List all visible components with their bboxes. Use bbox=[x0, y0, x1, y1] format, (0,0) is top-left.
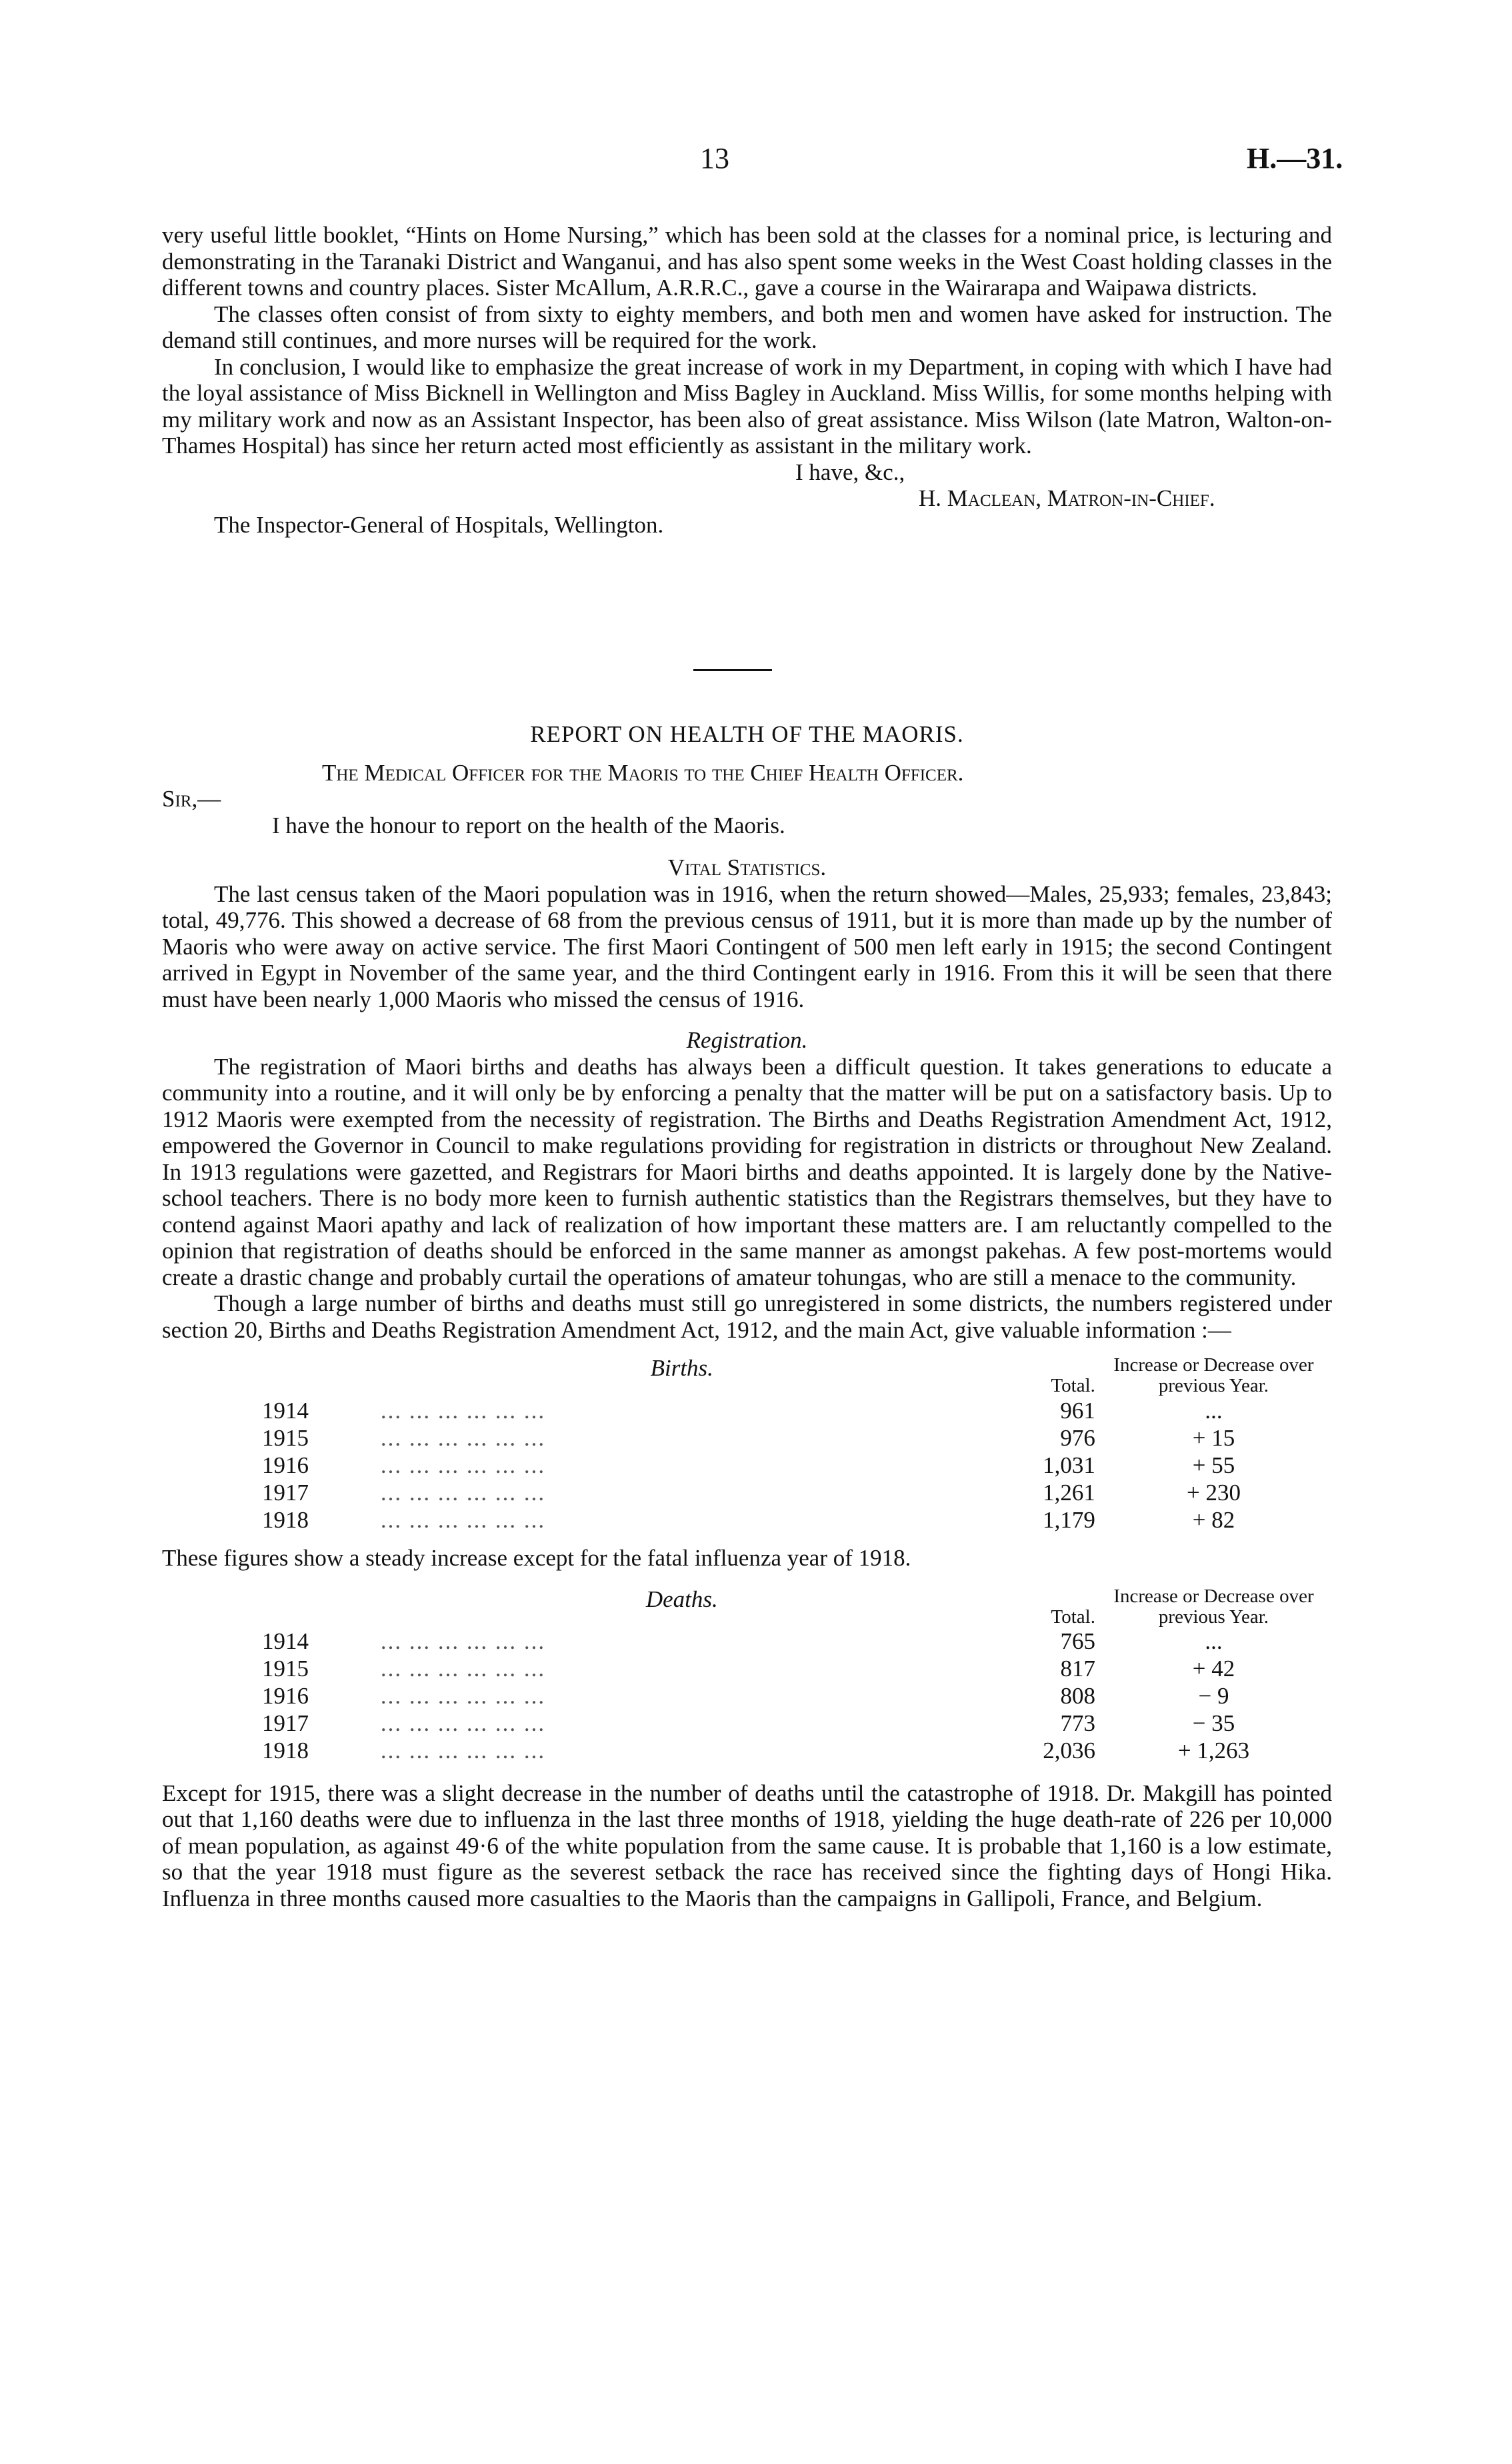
change: + 1,263 bbox=[1177, 1738, 1250, 1764]
report-title: REPORT ON HEALTH OF THE MAORIS. bbox=[530, 721, 964, 747]
year: 1915 bbox=[262, 1656, 309, 1682]
year: 1914 bbox=[262, 1397, 309, 1424]
year: 1917 bbox=[262, 1479, 309, 1506]
report-subtitle: The Medical Officer for the Maoris to the Chief Health Officer. bbox=[322, 759, 964, 786]
leader-dots: ... ... ... ... ... ... bbox=[380, 1710, 546, 1736]
deaths-title: Deaths. bbox=[645, 1586, 718, 1612]
paragraph: Except for 1915, there was a slight decrease in the number of deaths until the catastrophe of 1918. Dr. Makgill has pointed out that 1,160 deaths were due to influenza in the last three months of 1918, yielding the huge death-rate of 226 per 10,000 of mean population, as against 49·6 of the white population from the same cause. It is probable that 1,160 is a low estimate, so that the year 1918 must figure as the severest setback the race has received since the fighting days of Hongi Hika. Influenza in three months caused more casualties to the Maoris than the campaigns in Gallipoli, France, and Belgium. bbox=[162, 1780, 1332, 1911]
leader-dots: ... ... ... ... ... ... bbox=[380, 1452, 546, 1478]
table-row bbox=[162, 1478, 1332, 1506]
change: − 35 bbox=[1192, 1710, 1235, 1736]
table-header bbox=[162, 1355, 1332, 1396]
table-row bbox=[162, 1451, 1332, 1478]
total: 2,036 bbox=[1043, 1738, 1095, 1764]
year: 1916 bbox=[262, 1452, 309, 1478]
table-row bbox=[162, 1506, 1332, 1533]
vital-statistics-heading: Vital Statistics. bbox=[667, 854, 827, 880]
table-row bbox=[162, 1655, 1332, 1682]
addressee: The Inspector-General of Hospitals, Wellington. bbox=[214, 511, 664, 538]
paragraph: In conclusion, I would like to emphasize the great increase of work in my Department, in coping with which I have had the loyal assistance of Miss Bicknell in Wellington and Miss Bagley in Auckland. Miss Willis, for some months helping with my military work and now as an Assistant Inspector, has been also of great assistance. Miss Wilson (late Matron, Walton-on-Thames Hospital) has since her return acted most efficiently as assistant in the military work. bbox=[162, 353, 1332, 459]
change: ... bbox=[1205, 1397, 1223, 1424]
leader-dots: ... ... ... ... ... ... bbox=[380, 1397, 546, 1424]
change: + 55 bbox=[1192, 1452, 1235, 1478]
column-header-total: Total. bbox=[1051, 1375, 1095, 1396]
page-number: 13 bbox=[700, 142, 729, 175]
total: 976 bbox=[1060, 1424, 1095, 1451]
paragraph: Though a large number of births and deaths must still go unregistered in some districts, the numbers registered under section 20, Births and Deaths Registration Amendment Act, 1912, and the main Act, give valuable information :— bbox=[162, 1290, 1332, 1343]
table-row bbox=[162, 1682, 1332, 1710]
document-reference: H.—31. bbox=[1247, 142, 1343, 175]
table-row bbox=[162, 1737, 1332, 1764]
salutation: Sir,— bbox=[162, 786, 221, 812]
leader-dots: ... ... ... ... ... ... bbox=[380, 1738, 546, 1764]
births-table bbox=[162, 1355, 1332, 1533]
section-divider bbox=[693, 669, 772, 671]
paragraph: very useful little booklet, “Hints on Home Nursing,” which has been sold at the classes for a nominal price, is lecturing and demonstrating in the Taranaki District and Wanganui, and has also spent some weeks in the West Coast holding classes in the different towns and country places. Sister McAllum, A.R.R.C., gave a course in the Wairarapa and Waipawa districts. bbox=[162, 222, 1332, 301]
births-title: Births. bbox=[650, 1355, 713, 1381]
closing: I have, &c., bbox=[795, 459, 905, 485]
column-header-change: Increase or Decrease over previous Year. bbox=[1113, 1354, 1314, 1396]
change: + 230 bbox=[1186, 1479, 1241, 1506]
change: ... bbox=[1205, 1628, 1223, 1654]
leader-dots: ... ... ... ... ... ... bbox=[380, 1479, 546, 1506]
signature: H. Maclean, Matron-in-Chief. bbox=[919, 485, 1215, 511]
year: 1915 bbox=[262, 1424, 309, 1451]
total: 773 bbox=[1060, 1710, 1095, 1736]
total: 1,031 bbox=[1043, 1452, 1095, 1478]
total: 1,261 bbox=[1043, 1479, 1095, 1506]
year: 1918 bbox=[262, 1738, 309, 1764]
table-row bbox=[162, 1628, 1332, 1655]
column-header-total: Total. bbox=[1051, 1606, 1095, 1628]
paragraph: The registration of Maori births and deaths has always been a difficult question. It takes generations to educate a community into a routine, and it will only be by enforcing a penalty that the matter will be put on a satisfactory basis. Up to 1912 Maoris were exempted from the necessity of registration. The Births and Deaths Registration Amendment Act, 1912, empowered the Governor in Council to make regulations providing for registration in districts or throughout New Zealand. In 1913 regulations were gazetted, and Registrars for Maori births and deaths appointed. It is largely done by the Native-school teachers. There is no body more keen to furnish authentic statistics than the Registrars themselves, but they have to contend against Maori apathy and lack of realization of how important these matters are. I am reluctantly compelled to the opinion that registration of deaths should be enforced in the same manner as amongst pakehas. A few post-mortems would create a drastic change and probably curtail the operations of amateur tohungas, who are still a menace to the community. bbox=[162, 1053, 1332, 1290]
change: − 9 bbox=[1198, 1683, 1229, 1709]
table-header bbox=[162, 1586, 1332, 1628]
leader-dots: ... ... ... ... ... ... bbox=[380, 1628, 546, 1654]
paragraph: The last census taken of the Maori population was in 1916, when the return showed—Males, 25,933; females, 23,843; total, 49,776. This showed a decrease of 68 from the previous census of 1911, but it is more than made up by the number of Maoris who were away on active service. The first Maori Contingent of 500 men left early in 1915; the second Contingent arrived in Egypt in November of the same year, and the third Contingent early in 1916. From this it will be seen that there must have been nearly 1,000 Maoris who missed the census of 1916. bbox=[162, 880, 1332, 1012]
total: 808 bbox=[1060, 1683, 1095, 1709]
year: 1914 bbox=[262, 1628, 309, 1654]
change: + 15 bbox=[1192, 1424, 1235, 1451]
table-row bbox=[162, 1424, 1332, 1451]
year: 1916 bbox=[262, 1683, 309, 1709]
total: 961 bbox=[1060, 1397, 1095, 1424]
leader-dots: ... ... ... ... ... ... bbox=[380, 1506, 546, 1533]
change: + 82 bbox=[1192, 1506, 1235, 1533]
table-row bbox=[162, 1710, 1332, 1737]
registration-heading: Registration. bbox=[686, 1027, 808, 1053]
total: 765 bbox=[1060, 1628, 1095, 1654]
table-row bbox=[162, 1396, 1332, 1424]
leader-dots: ... ... ... ... ... ... bbox=[380, 1656, 546, 1682]
deaths-table bbox=[162, 1586, 1332, 1764]
year: 1918 bbox=[262, 1506, 309, 1533]
report-section bbox=[162, 721, 1332, 1911]
paragraph: The classes often consist of from sixty to eighty members, and both men and women have asked for instruction. The demand still continues, and more nurses will be required for the work. bbox=[162, 301, 1332, 353]
opening-line: I have the honour to report on the health of the Maoris. bbox=[272, 812, 785, 838]
births-note: These figures show a steady increase except for the fatal influenza year of 1918. bbox=[162, 1545, 911, 1571]
change: + 42 bbox=[1192, 1656, 1235, 1682]
leader-dots: ... ... ... ... ... ... bbox=[380, 1683, 546, 1709]
column-header-change: Increase or Decrease over previous Year. bbox=[1113, 1585, 1314, 1628]
total: 817 bbox=[1060, 1656, 1095, 1682]
leader-dots: ... ... ... ... ... ... bbox=[380, 1424, 546, 1451]
total: 1,179 bbox=[1043, 1506, 1095, 1533]
year: 1917 bbox=[262, 1710, 309, 1736]
intro-section bbox=[162, 222, 1332, 538]
